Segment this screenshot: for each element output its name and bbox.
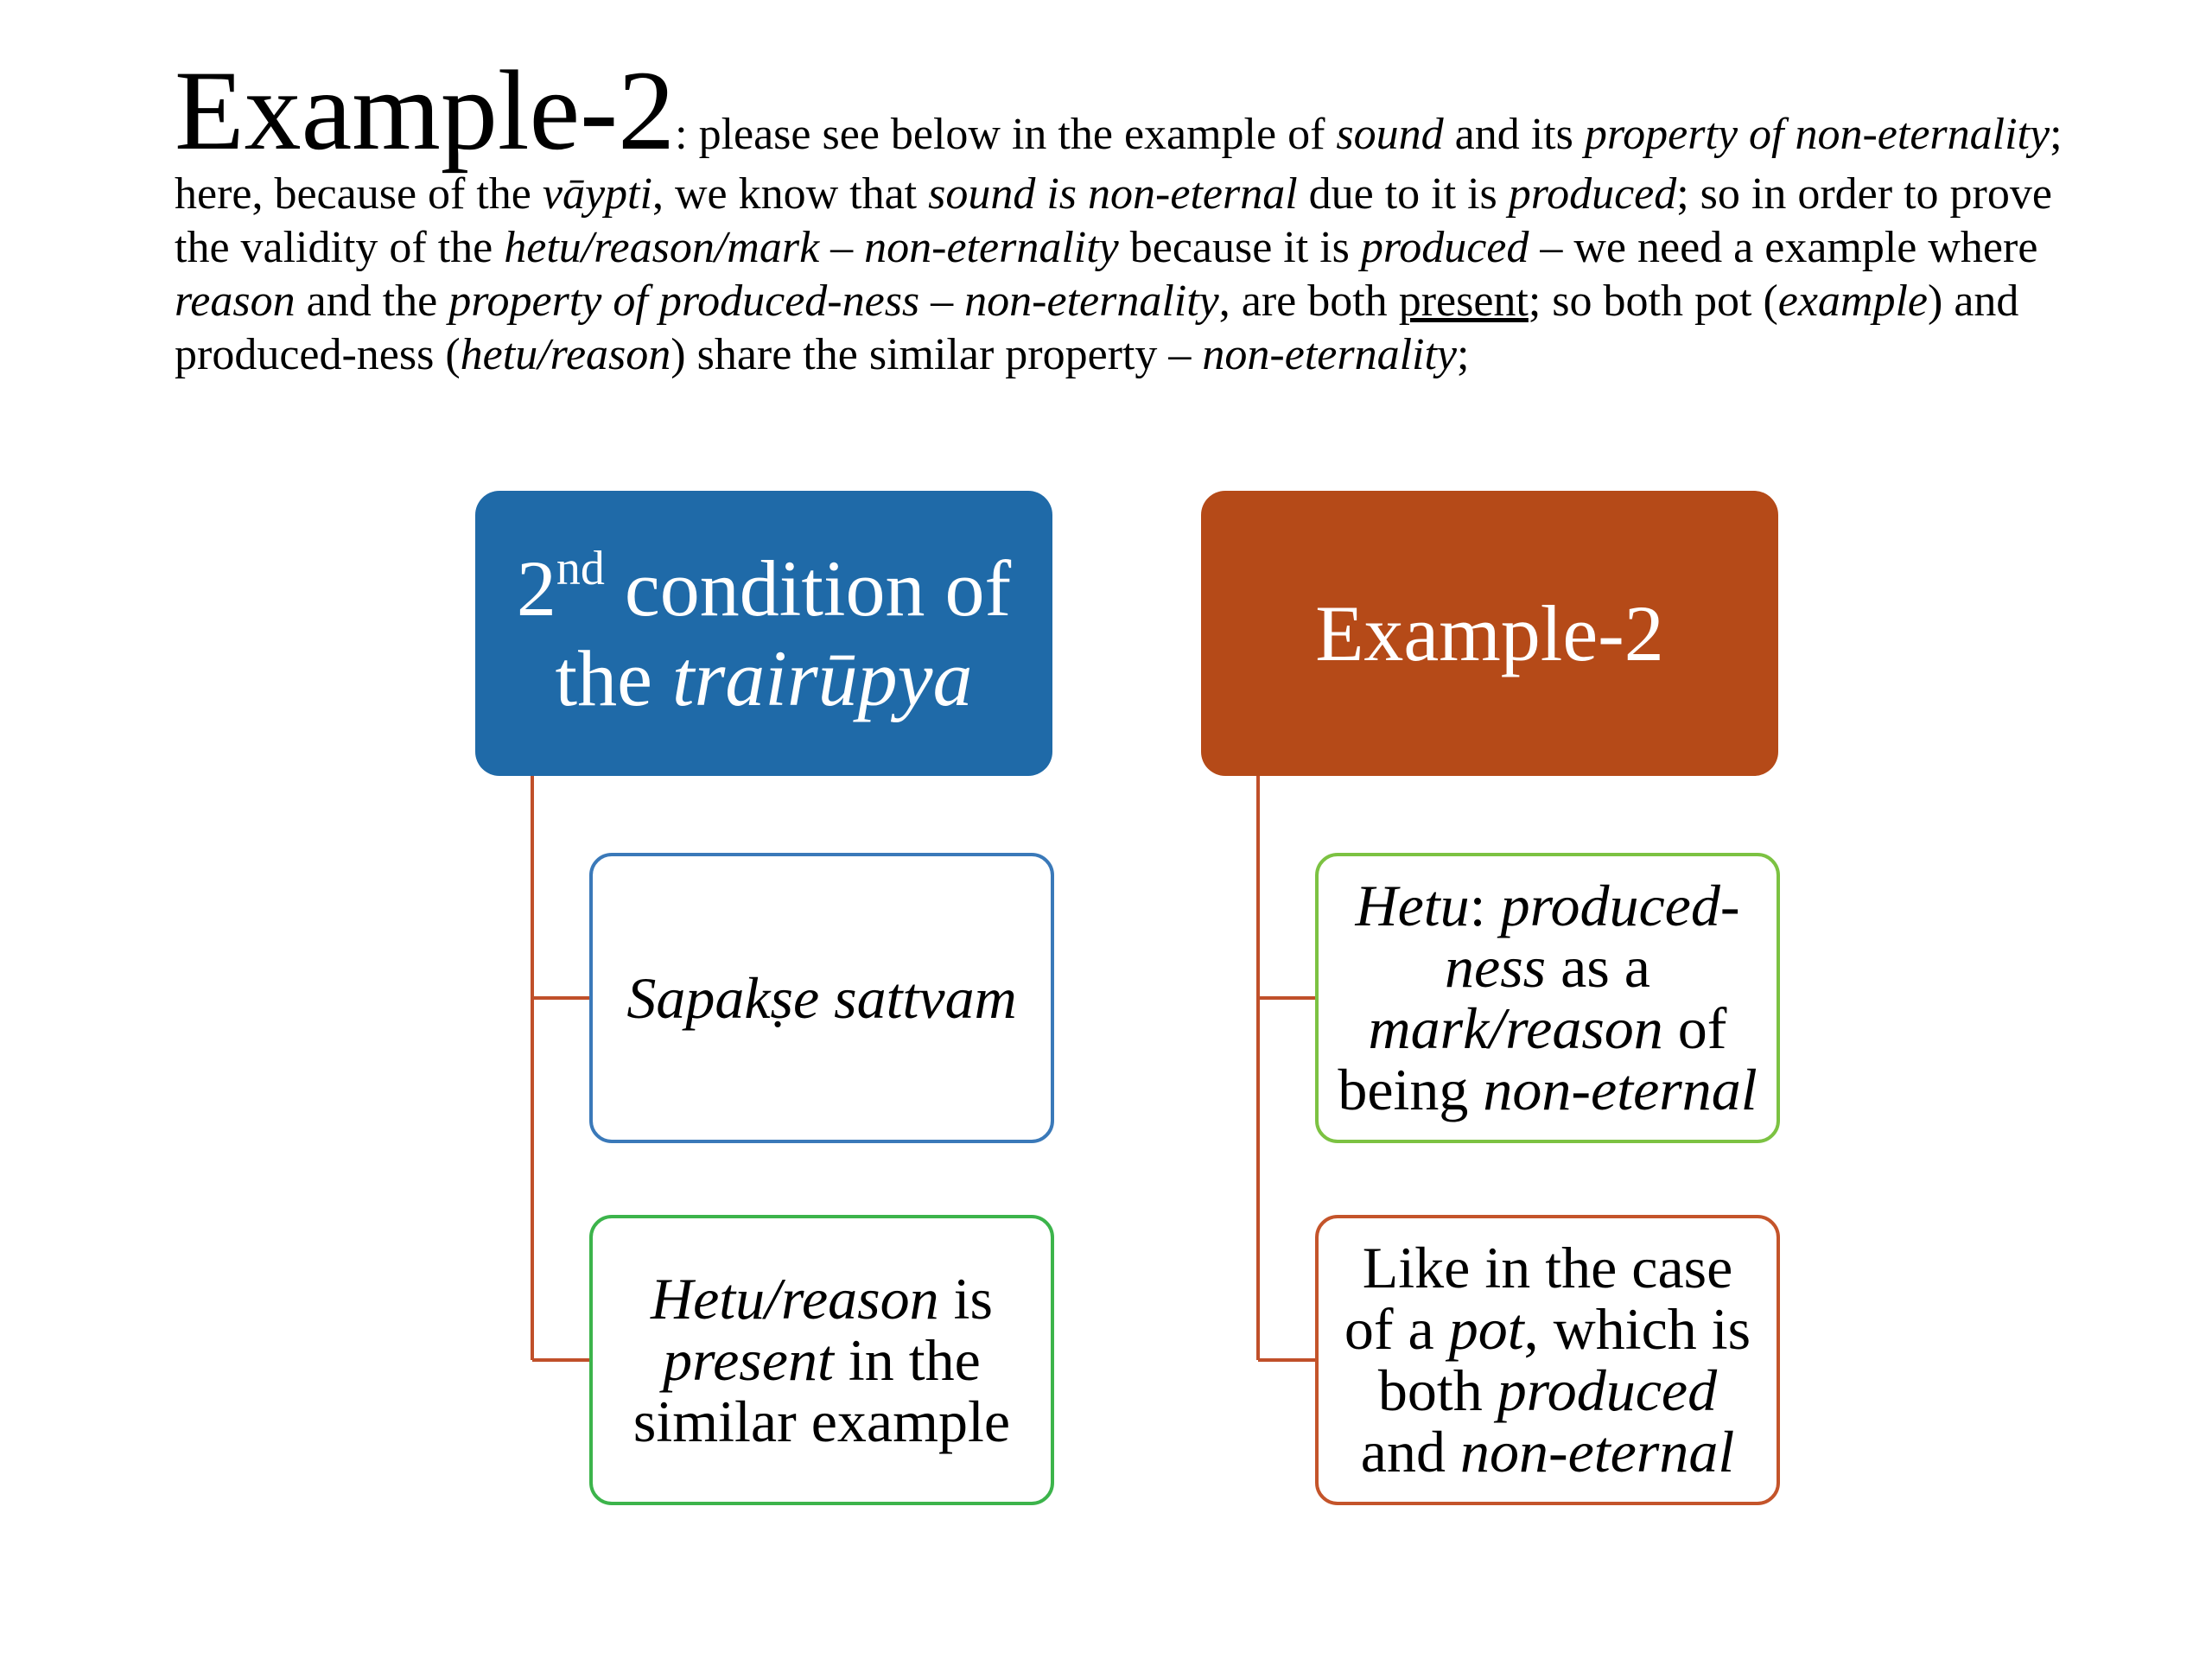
right-item-1-term: produced-ness xyxy=(1445,873,1740,1000)
left-header-text xyxy=(517,543,1011,723)
intro-emphasis: property of produced-ness – non-eternality xyxy=(448,276,1219,326)
left-header-term: trairūpya xyxy=(671,634,973,722)
right-item-2-term: produced xyxy=(1497,1357,1718,1423)
right-item-1-text xyxy=(1334,875,1761,1121)
intro-emphasis: produced xyxy=(1360,223,1529,272)
left-item-2-plain: in the similar example xyxy=(632,1326,1011,1454)
right-item-1-term: non-eternal xyxy=(1483,1057,1758,1122)
left-item-2-term: present xyxy=(663,1326,834,1393)
intro-emphasis: property of non-eternality xyxy=(1584,110,2050,159)
intro-text: ) share the similar property – xyxy=(671,330,1203,379)
intro-text: ; so both pot ( xyxy=(1528,276,1778,326)
right-item-2-text xyxy=(1334,1237,1761,1483)
intro-text: ) and produced-ness ( xyxy=(175,276,2019,379)
intro-emphasis: vāypti xyxy=(542,169,652,219)
left-header-box xyxy=(475,491,1052,776)
right-item-1-plain: : xyxy=(1469,873,1501,938)
left-header-line2: the xyxy=(555,634,672,722)
left-item-2-box xyxy=(589,1215,1054,1505)
right-item-1-box xyxy=(1315,853,1780,1143)
right-item-2-plain: and xyxy=(1360,1419,1460,1484)
left-item-2-plain: is xyxy=(938,1265,994,1332)
intro-text: , are both xyxy=(1218,276,1399,326)
intro-text: : please see below in the example of xyxy=(675,110,1337,159)
intro-text: ; here, because of the xyxy=(175,110,2063,219)
right-item-1-term: mark/reason xyxy=(1368,995,1663,1061)
intro-emphasis: non-eternality xyxy=(1202,330,1458,379)
intro-emphasis: sound is non-eternal xyxy=(928,169,1298,219)
intro-emphasis: hetu/reason xyxy=(460,330,671,379)
intro-text: due to it is xyxy=(1297,169,1509,219)
right-item-2-plain: , which is both xyxy=(1377,1296,1751,1423)
left-header-ordinal: 2 xyxy=(516,544,556,632)
right-item-1-term: Hetu xyxy=(1355,873,1470,938)
right-item-2-term: non-eternal xyxy=(1459,1419,1735,1484)
right-item-2-plain: Like in the case of a xyxy=(1344,1235,1733,1362)
intro-text: ; xyxy=(1457,330,1470,379)
left-header-superscript: nd xyxy=(556,542,605,596)
left-item-1-term: Sapakṣe sattvam xyxy=(626,964,1017,1031)
intro-text: ; so in order to prove the validity of the xyxy=(175,169,2052,272)
intro-emphasis: sound xyxy=(1336,110,1444,159)
right-header-box xyxy=(1201,491,1778,776)
left-item-2-text xyxy=(608,1265,1035,1454)
intro-text: and its xyxy=(1443,110,1585,159)
intro-text: , we know that xyxy=(652,169,929,219)
intro-emphasis: example xyxy=(1777,276,1929,326)
right-item-1-plain: as a xyxy=(1546,934,1650,1000)
left-header-line1: condition of xyxy=(604,544,1012,632)
intro-emphasis: reason xyxy=(175,276,296,326)
intro-text: – we need a example where xyxy=(1529,223,2038,272)
left-item-1-text xyxy=(626,964,1017,1031)
intro-text: because it is xyxy=(1118,223,1361,272)
left-item-1-box xyxy=(589,853,1054,1143)
intro-emphasis: produced xyxy=(1508,169,1677,219)
intro-underline: present xyxy=(1398,276,1529,326)
intro-text: and the xyxy=(295,276,449,326)
left-item-2-term: Hetu/reason xyxy=(650,1265,939,1332)
right-item-1-plain: of being xyxy=(1338,995,1727,1122)
right-item-2-box xyxy=(1315,1215,1780,1505)
intro-emphasis: hetu/reason/mark – non-eternality xyxy=(504,223,1119,272)
intro-title: Example-2 xyxy=(175,47,676,174)
right-item-2-term: pot xyxy=(1448,1296,1524,1362)
right-header-text: Example-2 xyxy=(1315,589,1664,677)
